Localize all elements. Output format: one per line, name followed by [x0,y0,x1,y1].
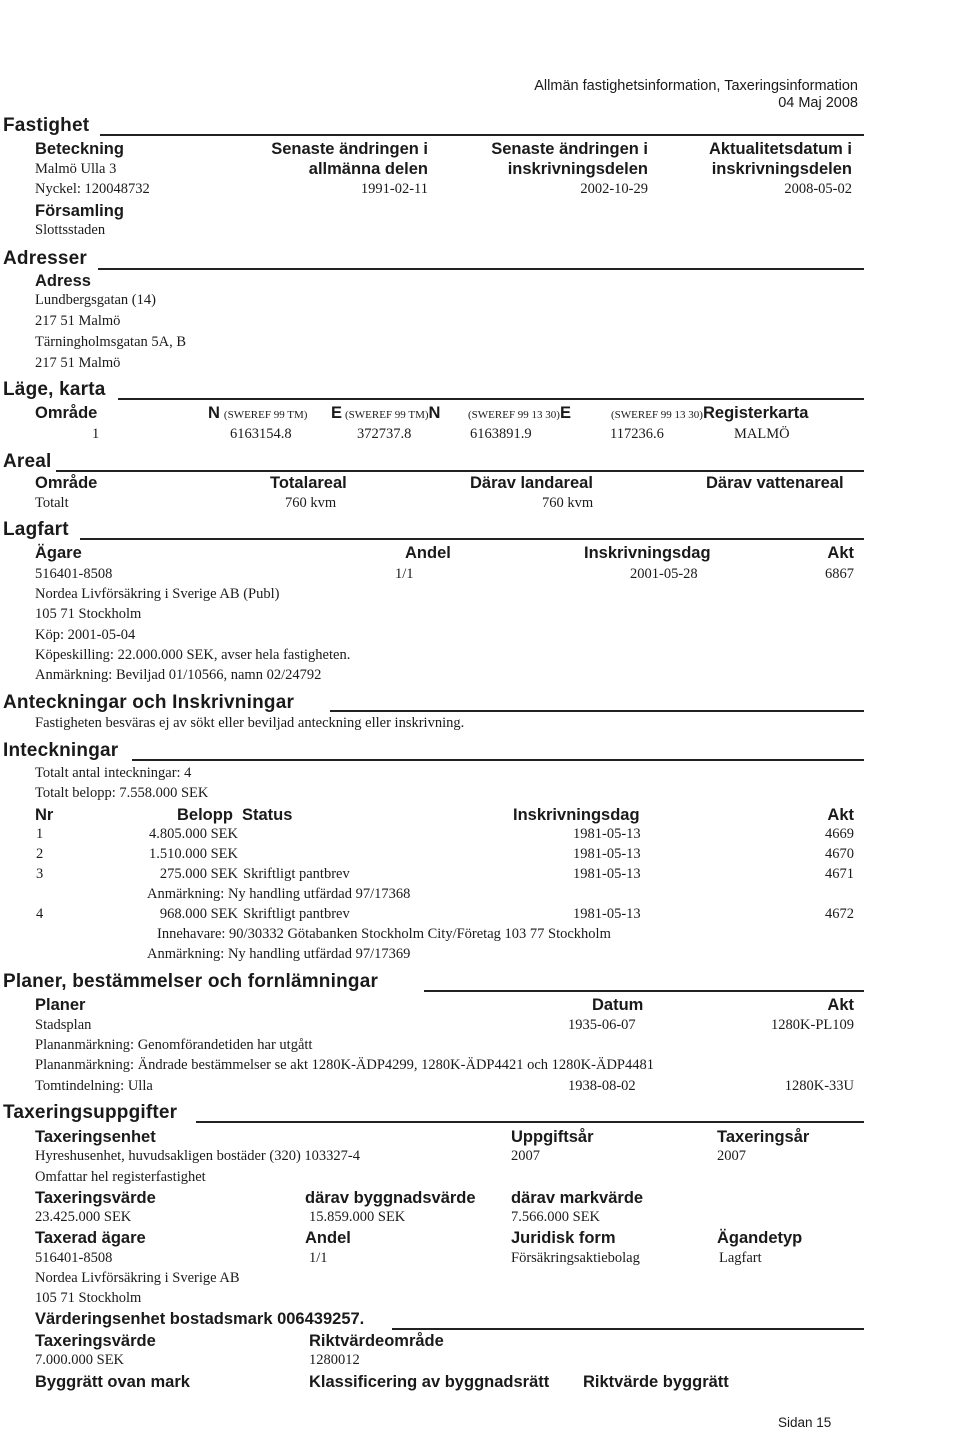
uppgiftsar-value: 2007 [511,1148,540,1164]
forsamling-value: Slottsstaden [35,222,106,238]
inteckning-innehavare: Innehavare: 90/30332 Götabanken Stockholm City/Företag 103 77 Stockholm [157,926,611,942]
riktvardeomrade-value: 1280012 [309,1352,360,1368]
inteckning-belopp: 275.000 SEK [159,866,238,882]
plan-akt: 1280K-PL109 [771,1017,854,1033]
col-status: Status [242,806,293,824]
section-rule [100,134,864,136]
section-title-areal: Areal [3,451,52,472]
page-number: Sidan 15 [778,1415,832,1430]
adress-line: 217 51 Malmö [35,355,121,371]
inteckningar-belopp: Totalt belopp: 7.558.000 SEK [35,785,209,801]
inteckning-akt: 4671 [825,866,854,882]
section-title-inteckningar: Inteckningar [3,740,119,761]
section-rule [424,990,864,992]
col-akt: Akt [827,806,854,824]
report-date: 04 Maj 2008 [778,95,858,111]
adress-line: Lundbergsgatan (14) [35,292,156,308]
inteckning-akt: 4669 [825,826,854,842]
inteckning-nr: 4 [36,906,44,922]
col-n2-sweref-tm [345,404,440,423]
col-allm-line1: Senaste ändringen i [271,140,428,158]
nyckel-value: Nyckel: 120048732 [35,181,150,197]
adress-line: 217 51 Malmö [35,313,121,329]
col-omrade: Område [35,404,98,422]
areal-omrade: Totalt [35,495,69,511]
n1-value: 6163154.8 [230,426,292,442]
col-taxeringsenhet: Taxeringsenhet [35,1128,156,1146]
lagfart-line: Köpeskilling: 22.000.000 SEK, avser hela fastigheten. [35,647,351,663]
agare-akt: 6867 [825,566,854,582]
plananmarkning: Plananmärkning: Ändrade bestämmelser se akt 1280K-ÄDP4299, 1280K-ÄDP4421 och 1280K-ÄDP4481 [35,1057,654,1073]
taxeringsenhet-value: Hyreshusenhet, huvudsakligen bostäder (320) 103327-4 [35,1148,360,1164]
col-n2-ref: (SWEREF 99 13 30) [468,409,560,421]
col-andel: Andel [305,1229,351,1247]
section-rule [56,470,864,472]
col-e2-ref: (SWEREF 99 13 30) [611,409,703,421]
adress-label: Adress [35,272,91,290]
areal-total: 760 kvm [285,495,337,511]
col-riktvardeomrade: Riktvärdeområde [309,1332,444,1350]
inskr-date: 2002-10-29 [580,181,648,197]
col-klassificering: Klassificering av byggnadsrätt [309,1373,550,1391]
tomt-akt: 1280K-33U [784,1078,854,1094]
beteckning-value: Malmö Ulla 3 [35,161,117,177]
col-akt: Akt [827,996,854,1014]
agare-inskrivningsdag: 2001-05-28 [630,566,698,582]
col-akt-line1: Aktualitetsdatum i [708,140,852,158]
inteckning-belopp: 4.805.000 SEK [148,826,238,842]
col-datum: Datum [592,996,644,1014]
section-rule [80,538,864,540]
col-riktvarde-byggratt: Riktvärde byggrätt [583,1373,729,1391]
anteckningar-text: Fastigheten besväras ej av sökt eller beviljad anteckning eller inskrivning. [35,715,465,731]
col-inskrivningsdag: Inskrivningsdag [584,544,711,562]
inteckning-status: Skriftligt pantbrev [243,866,350,882]
col-taxerad-agare: Taxerad ägare [35,1229,146,1247]
allm-date: 1991-02-11 [360,181,428,197]
section-rule [98,268,864,270]
inteckning-anmarkning: Anmärkning: Ny handling utfärdad 97/17368 [147,886,411,902]
akt-date: 2008-05-02 [784,181,852,197]
section-rule [330,710,864,712]
col-vattenareal: Därav vattenareal [706,474,844,492]
section-title-taxering: Taxeringsuppgifter [3,1102,178,1123]
taxeringsvarde-value: 7.000.000 SEK [35,1352,125,1368]
section-title-fastighet: Fastighet [3,115,90,136]
col-registerkarta: Registerkarta [702,404,809,422]
plan-name: Stadsplan [35,1017,92,1033]
col-andel: Andel [405,544,451,562]
inteckning-inskr: 1981-05-13 [573,866,641,882]
inteckning-status: Skriftligt pantbrev [243,906,350,922]
col-totalareal: Totalareal [270,474,347,492]
col-juridisk-form: Juridisk form [511,1229,616,1247]
report-title: Allmän fastighetsinformation, Taxeringsinformation [534,78,858,94]
col-n2-letter: N [428,404,441,422]
adress-line: Tärningholmsgatan 5A, B [35,334,187,350]
tomtindelning: Tomtindelning: Ulla [35,1078,153,1094]
tomt-datum: 1938-08-02 [568,1078,636,1094]
col-beteckning: Beteckning [35,140,124,158]
taxerad-agare-adress: 105 71 Stockholm [35,1290,142,1306]
n2-value: 6163891.9 [470,426,532,442]
col-inskr-line2: inskrivningsdelen [507,160,648,178]
areal-land: 760 kvm [542,495,594,511]
inteckning-akt: 4672 [825,906,854,922]
col-akt-line2: inskrivningsdelen [711,160,852,178]
agandetyp-value: Lagfart [719,1250,762,1266]
inteckning-nr: 1 [36,826,44,842]
col-taxeringsar: Taxeringsår [717,1128,810,1146]
section-rule [392,1328,864,1330]
col-n-letter: N [208,404,220,422]
taxerad-agare-namn: Nordea Livförsäkring i Sverige AB [35,1270,240,1286]
varderingsenhet-title: Värderingsenhet bostadsmark 006439257. [35,1310,365,1328]
col-n-ref: (SWEREF 99 TM) [223,409,308,421]
plananmarkning: Plananmärkning: Genomförandetiden har utgått [35,1037,313,1053]
inteckning-akt: 4670 [825,846,854,862]
col-byggnadsvarde: därav byggnadsvärde [305,1189,476,1207]
inteckning-nr: 3 [36,866,44,882]
section-title-planer: Planer, bestämmelser och fornlämningar [3,971,379,992]
col-nr: Nr [35,806,54,824]
col-landareal: Därav landareal [470,474,593,492]
col-akt: Akt [827,544,854,562]
col-e-ref: (SWEREF 99 TM) [345,409,429,421]
col-omrade: Område [35,474,98,492]
inteckning-inskr: 1981-05-13 [573,826,641,842]
e2-value: 117236.6 [610,426,664,442]
inteckningar-antal: Totalt antal inteckningar: 4 [35,765,192,781]
agare-orgnr: 516401-8508 [35,566,113,582]
col-markvarde: därav markvärde [511,1189,644,1207]
markvarde-value: 7.566.000 SEK [511,1209,601,1225]
lagfart-line: 105 71 Stockholm [35,606,142,622]
juridisk-form-value: Försäkringsaktiebolag [511,1250,640,1266]
col-inskrivningsdag: Inskrivningsdag [513,806,640,824]
byggnadsvarde-value: 15.859.000 SEK [309,1209,406,1225]
col-uppgiftsar: Uppgiftsår [511,1128,594,1146]
inteckning-inskr: 1981-05-13 [573,906,641,922]
col-e-letter: E [330,404,342,422]
col-taxeringsvarde: Taxeringsvärde [35,1332,156,1350]
col-allm-line2: allmänna delen [308,160,428,178]
inteckning-belopp: 968.000 SEK [159,906,238,922]
omfattar: Omfattar hel registerfastighet [35,1169,206,1185]
section-rule [196,1121,864,1123]
col-agandetyp: Ägandetyp [717,1229,803,1247]
taxerad-andel: 1/1 [309,1250,328,1266]
section-title-lagfart: Lagfart [3,519,69,540]
col-inskr-line1: Senaste ändringen i [491,140,648,158]
section-title-lage: Läge, karta [3,379,106,400]
col-planer: Planer [35,996,86,1014]
section-rule [118,398,864,400]
inteckning-nr: 2 [36,846,44,862]
col-byggratt: Byggrätt ovan mark [35,1373,190,1391]
col-e2-ref-group [611,404,808,423]
col-e2-letter: E [559,404,571,422]
taxeringsar-value: 2007 [717,1148,746,1164]
col-taxeringsvarde: Taxeringsvärde [35,1189,156,1207]
col-e2-sweref-1330 [468,404,571,423]
taxerad-agare-orgnr: 516401-8508 [35,1250,113,1266]
lagfart-line: Anmärkning: Beviljad 01/10566, namn 02/24792 [35,667,322,683]
col-agare: Ägare [35,544,82,562]
section-title-anteckningar: Anteckningar och Inskrivningar [3,692,295,713]
lagfart-line: Köp: 2001-05-04 [35,627,136,643]
section-title-adresser: Adresser [3,248,87,269]
inteckning-inskr: 1981-05-13 [573,846,641,862]
plan-datum: 1935-06-07 [568,1017,636,1033]
e1-value: 372737.8 [357,426,412,442]
omrade-value: 1 [92,426,100,442]
lagfart-line: Nordea Livförsäkring i Sverige AB (Publ) [35,586,280,602]
col-belopp: Belopp [177,806,233,824]
inteckning-belopp: 1.510.000 SEK [148,846,238,862]
taxeringsvarde-value: 23.425.000 SEK [35,1209,132,1225]
agare-andel: 1/1 [395,566,414,582]
col-e-sweref-tm [230,404,342,423]
section-rule [132,759,864,761]
inteckning-anmarkning: Anmärkning: Ny handling utfärdad 97/17369 [147,946,411,962]
forsamling-label: Församling [35,202,124,220]
registerkarta-value: MALMÖ [734,426,790,442]
